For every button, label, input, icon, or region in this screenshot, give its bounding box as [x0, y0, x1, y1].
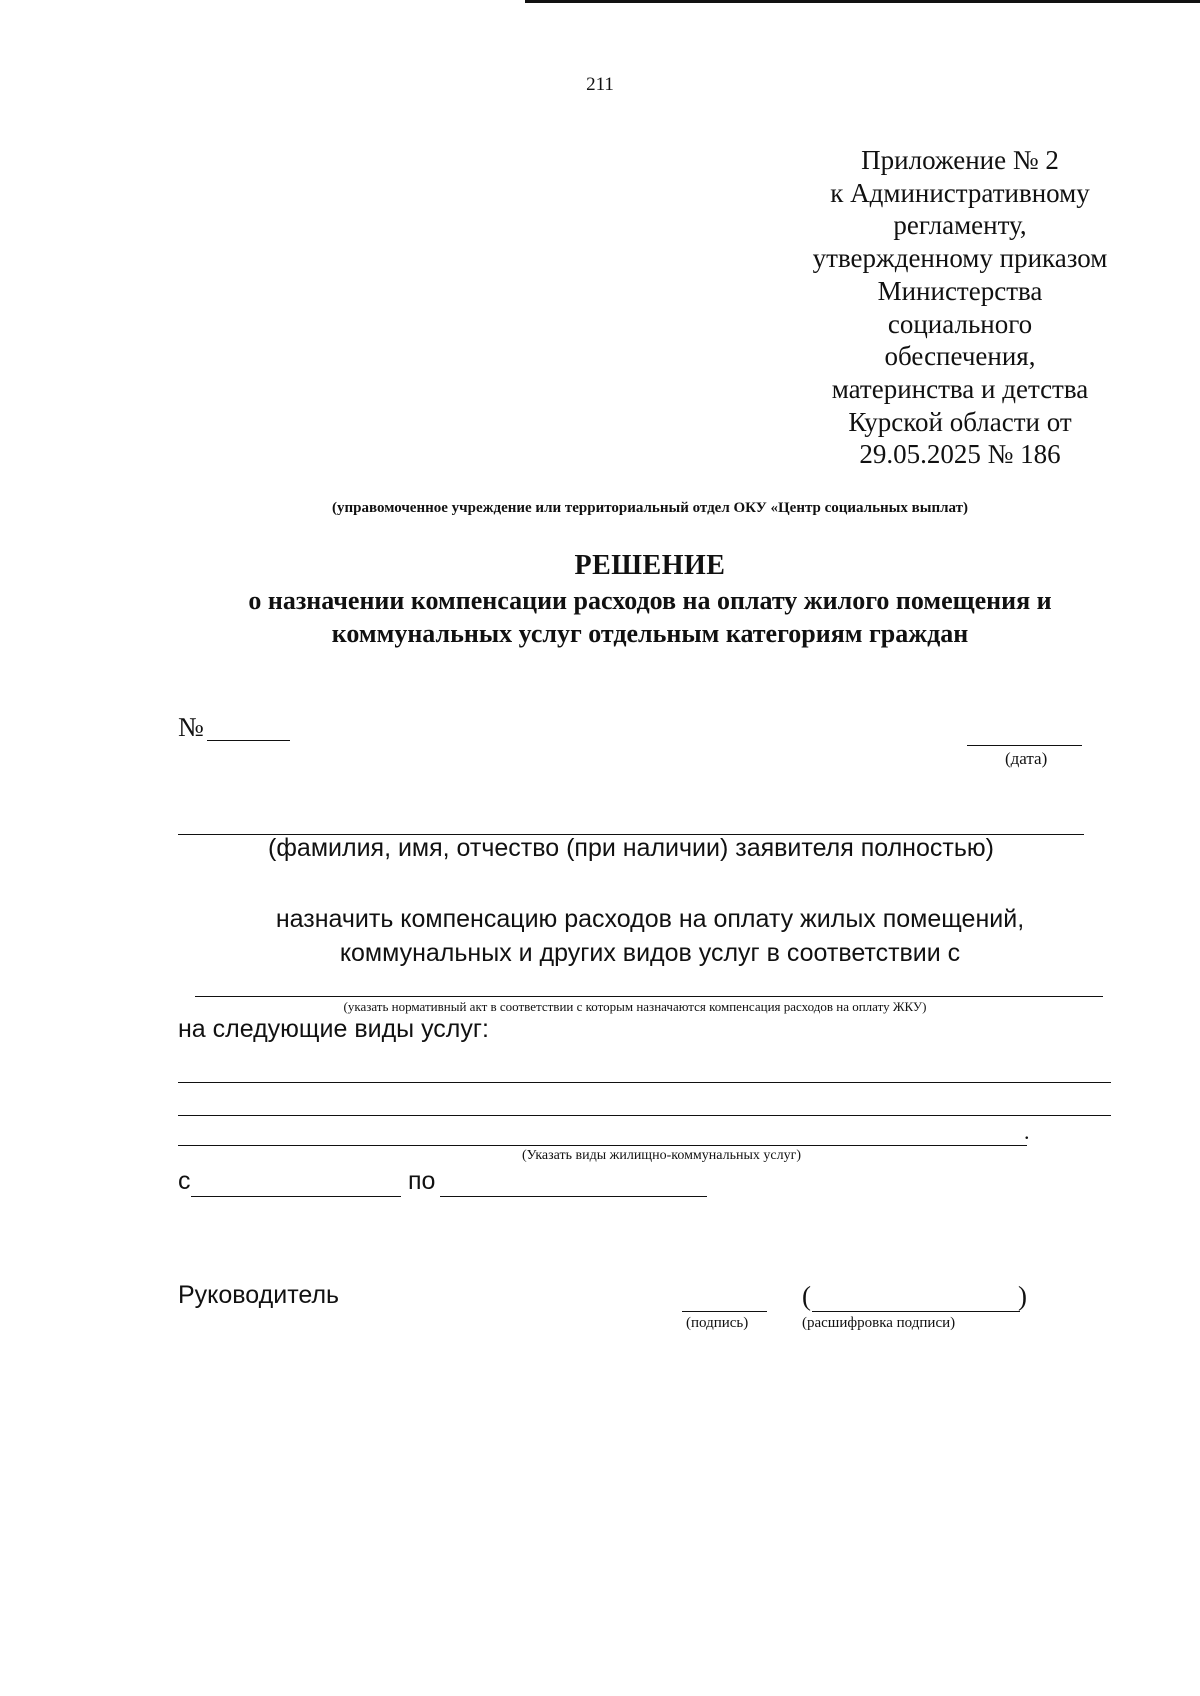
- from-date-field[interactable]: [191, 1196, 401, 1197]
- appendix-line: 29.05.2025 № 186: [859, 439, 1061, 470]
- top-border-line: [525, 0, 1200, 3]
- services-label: на следующие виды услуг:: [178, 1015, 489, 1043]
- services-caption: (Указать виды жилищно-коммунальных услуг): [522, 1148, 801, 1163]
- head-label: Руководитель: [178, 1281, 340, 1309]
- close-paren: ): [1018, 1281, 1027, 1311]
- appendix-block: [790, 144, 1130, 471]
- signature-decoding-caption: (расшифровка подписи): [802, 1315, 956, 1331]
- appendix-line: материнства и детства: [831, 373, 1089, 404]
- subtitle-line: коммунальных услуг отдельным категориям граждан: [331, 619, 969, 648]
- applicant-caption: (фамилия, имя, отчество (при наличии) заявителя полностью): [268, 834, 994, 862]
- appendix-line: Приложение № 2: [861, 145, 1059, 175]
- decision-text: [200, 902, 1100, 970]
- services-field-line-2[interactable]: [178, 1115, 1111, 1116]
- page-number: 211: [586, 74, 614, 95]
- number-sign: №: [178, 712, 204, 742]
- services-period: .: [1024, 1119, 1030, 1144]
- document-subtitle: [0, 584, 1200, 650]
- decision-line: коммунальных и других видов услуг в соответствии с: [339, 939, 961, 967]
- open-paren: (: [802, 1281, 811, 1311]
- from-label: с: [178, 1167, 191, 1195]
- number-field[interactable]: [207, 740, 290, 741]
- appendix-line: обеспечения,: [884, 341, 1036, 372]
- subtitle-line: о назначении компенсации расходов на оплату жилого помещения и: [248, 586, 1052, 615]
- appendix-line: к Административному: [830, 177, 1090, 208]
- regulation-act-caption: (указать нормативный акт в соответствии с которым назначаются компенсация расходов на оплату ЖКУ): [343, 999, 927, 1014]
- to-label: по: [408, 1167, 436, 1195]
- document-title: РЕШЕНИЕ: [574, 550, 726, 581]
- date-caption: (дата): [1005, 749, 1048, 768]
- appendix-line: Курской области от: [848, 406, 1072, 437]
- regulation-act-field[interactable]: [195, 996, 1103, 997]
- services-field-line-1[interactable]: [178, 1082, 1111, 1083]
- appendix-line: регламенту,: [893, 210, 1027, 241]
- signature-decoding-field[interactable]: [812, 1311, 1020, 1312]
- appendix-line: утвержденному приказом: [812, 243, 1108, 274]
- signature-caption: (подпись): [686, 1315, 749, 1331]
- institution-caption: (управомоченное учреждение или территориальный отдел ОКУ «Центр социальных выплат): [332, 500, 968, 516]
- date-field[interactable]: [967, 745, 1082, 746]
- signature-field[interactable]: [682, 1311, 767, 1312]
- decision-line: назначить компенсацию расходов на оплату жилых помещений,: [275, 905, 1025, 933]
- services-field-line-3[interactable]: [178, 1145, 1027, 1146]
- appendix-line: социального: [887, 308, 1033, 339]
- appendix-line: Министерства: [877, 275, 1043, 306]
- to-date-field[interactable]: [440, 1196, 707, 1197]
